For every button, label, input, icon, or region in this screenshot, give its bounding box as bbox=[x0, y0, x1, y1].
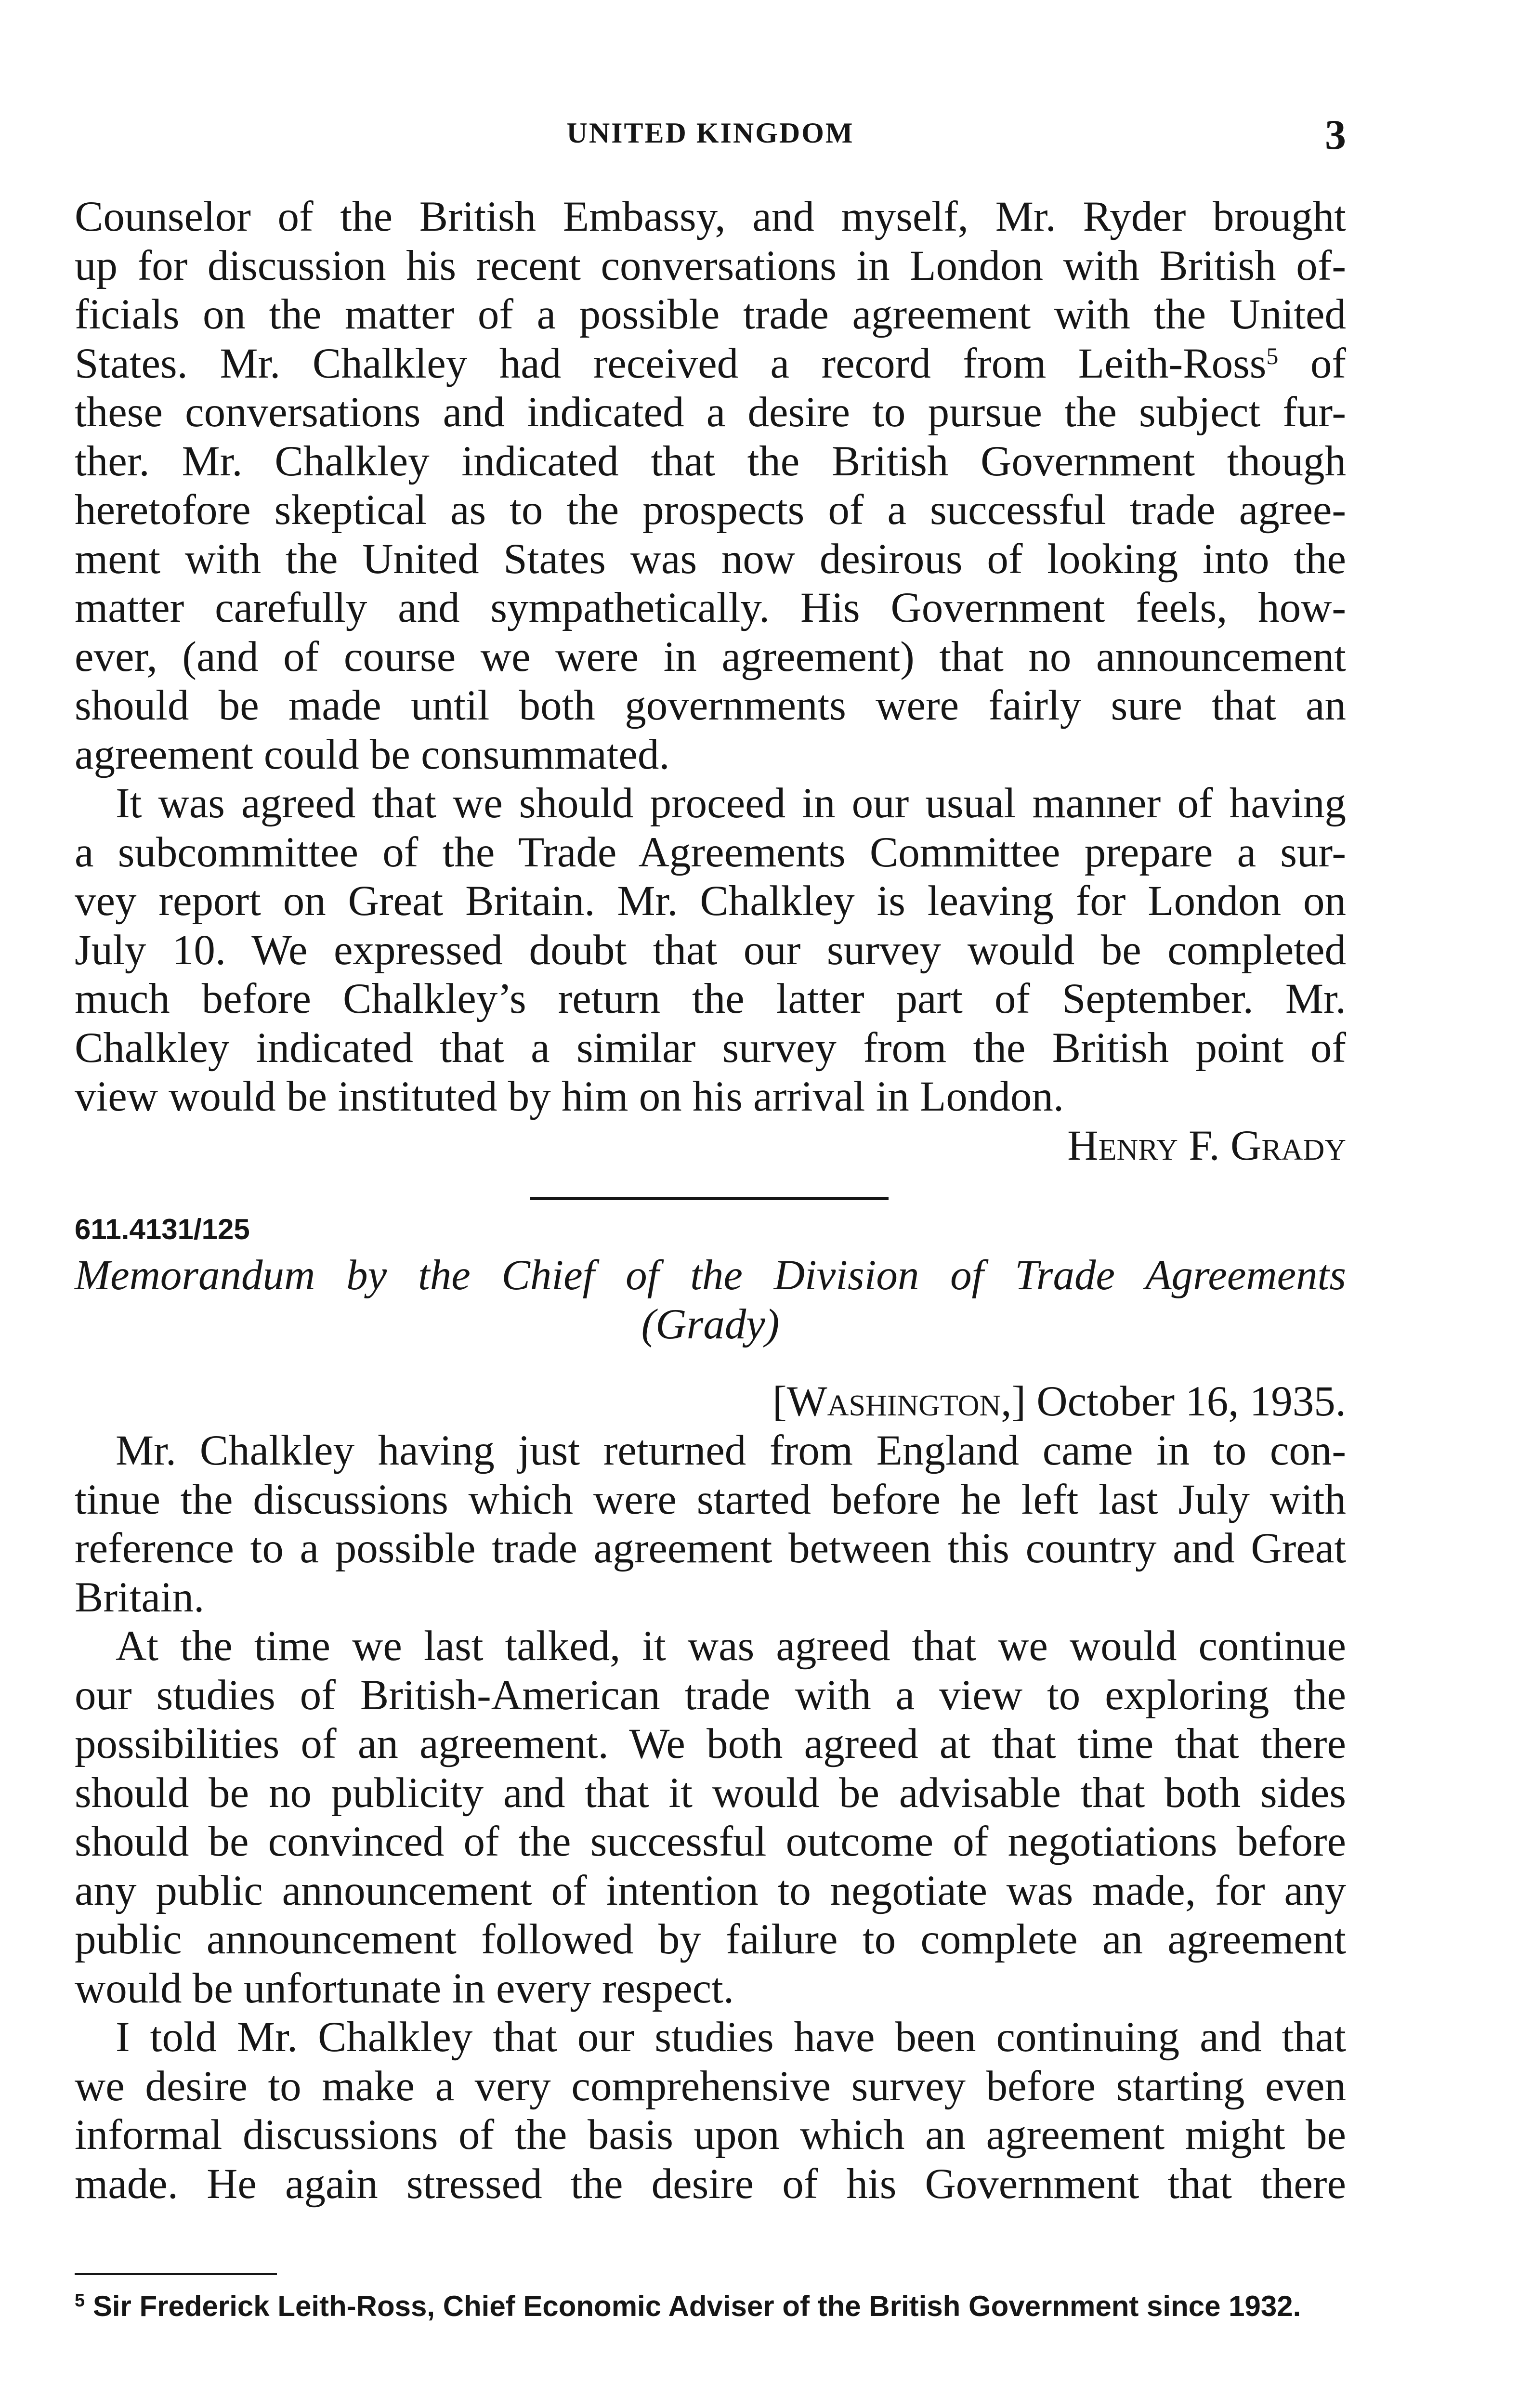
running-head: UNITED KINGDOM bbox=[566, 117, 854, 149]
memorandum-title: Memorandum by the Chief of the Division of Trade Agreements bbox=[75, 1252, 1346, 1299]
text-line: ever, (and of course we were in agreement) that no announcement bbox=[75, 633, 1346, 681]
memorandum-1-body bbox=[75, 193, 1346, 1170]
page-number: 3 bbox=[1325, 112, 1346, 158]
text-line: much before Chalkley’s return the latter part of September. Mr. bbox=[75, 975, 1346, 1022]
text-line: reference to a possible trade agreement between this country and Great bbox=[75, 1525, 1346, 1572]
text-line: ther. Mr. Chalkley indicated that the British Government though bbox=[75, 437, 1346, 485]
page-header bbox=[75, 111, 1346, 159]
text-line: ment with the United States was now desirous of looking into the bbox=[75, 535, 1346, 583]
text-line-with-footnote bbox=[75, 340, 1346, 389]
footnote bbox=[75, 2289, 1346, 2324]
text-line: agreement could be consummated. bbox=[75, 731, 670, 778]
text-segment: of bbox=[1278, 340, 1347, 387]
text-line: should be made until both governments were fairly sure that an bbox=[75, 682, 1346, 729]
text-line: ficials on the matter of a possible trade agreement with the United bbox=[75, 291, 1346, 338]
text-line: heretofore skeptical as to the prospects of a successful trade agree- bbox=[75, 486, 1346, 534]
text-line: should be no publicity and that it would be advisable that both sides bbox=[75, 1769, 1346, 1817]
text-line: any public announcement of intention to negotiate was made, for any bbox=[75, 1867, 1346, 1914]
text-line: At the time we last talked, it was agreed that we would continue bbox=[116, 1623, 1346, 1670]
text-line: vey report on Great Britain. Mr. Chalkley is leaving for London on bbox=[75, 877, 1346, 925]
text-line: made. He again stressed the desire of his Government that there bbox=[75, 2160, 1346, 2208]
text-line: informal discussions of the basis upon which an agreement might be bbox=[75, 2111, 1346, 2159]
file-number: 611.4131/125 bbox=[75, 1213, 250, 1245]
footnote-number: 5 bbox=[75, 2290, 85, 2311]
text-line: we desire to make a very comprehensive survey before starting even bbox=[75, 2062, 1346, 2110]
footnote-reference: 5 bbox=[1266, 342, 1279, 369]
footnote-text: Sir Frederick Leith-Ross, Chief Economic Adviser of the British Government since 1932. bbox=[92, 2290, 1301, 2322]
text-line: Britain. bbox=[75, 1573, 205, 1621]
footnote-divider bbox=[75, 2273, 277, 2275]
text-line: would be unfortunate in every respect. bbox=[75, 1964, 734, 2012]
section-divider bbox=[530, 1197, 889, 1200]
dateline-place: [Washington,] bbox=[772, 1378, 1026, 1425]
text-line: a subcommittee of the Trade Agreements Committee prepare a sur- bbox=[75, 828, 1346, 876]
text-line: Mr. Chalkley having just returned from England came in to con- bbox=[116, 1427, 1346, 1474]
text-line: possibilities of an agreement. We both agreed at that time that there bbox=[75, 1720, 1346, 1767]
text-line: Counselor of the British Embassy, and myself, Mr. Ryder brought bbox=[75, 193, 1346, 240]
text-line: July 10. We expressed doubt that our survey would be completed bbox=[75, 926, 1346, 974]
text-line: should be convinced of the successful outcome of negotiations before bbox=[75, 1818, 1346, 1865]
text-line: public announcement followed by failure to complete an agreement bbox=[75, 1916, 1346, 1963]
text-line: I told Mr. Chalkley that our studies have been continuing and that bbox=[116, 2014, 1346, 2061]
text-line: tinue the discussions which were started before he left last July with bbox=[75, 1476, 1346, 1523]
text-line: matter carefully and sympathetically. His Government feels, how- bbox=[75, 584, 1346, 631]
signature: Henry F. Grady bbox=[1067, 1122, 1346, 1169]
text-line: view would be instituted by him on his arrival in London. bbox=[75, 1073, 1064, 1120]
memorandum-2-body bbox=[75, 1426, 1346, 2209]
memorandum-2-heading bbox=[75, 1251, 1346, 1349]
text-segment: States. Mr. Chalkley had received a record from Leith-Ross bbox=[75, 340, 1267, 387]
memorandum-title-author: (Grady) bbox=[641, 1300, 780, 1348]
dateline-date: October 16, 1935. bbox=[1026, 1378, 1346, 1425]
text-line: It was agreed that we should proceed in our usual manner of having bbox=[116, 780, 1346, 827]
text-line: up for discussion his recent conversations in London with British of- bbox=[75, 242, 1346, 289]
text-line: our studies of British-American trade with a view to exploring the bbox=[75, 1671, 1346, 1719]
dateline-text bbox=[75, 1377, 1346, 1426]
text-line: Chalkley indicated that a similar survey from the British point of bbox=[75, 1024, 1346, 1072]
dateline bbox=[75, 1377, 1346, 1426]
text-line: these conversations and indicated a desire to pursue the subject fur- bbox=[75, 389, 1346, 436]
